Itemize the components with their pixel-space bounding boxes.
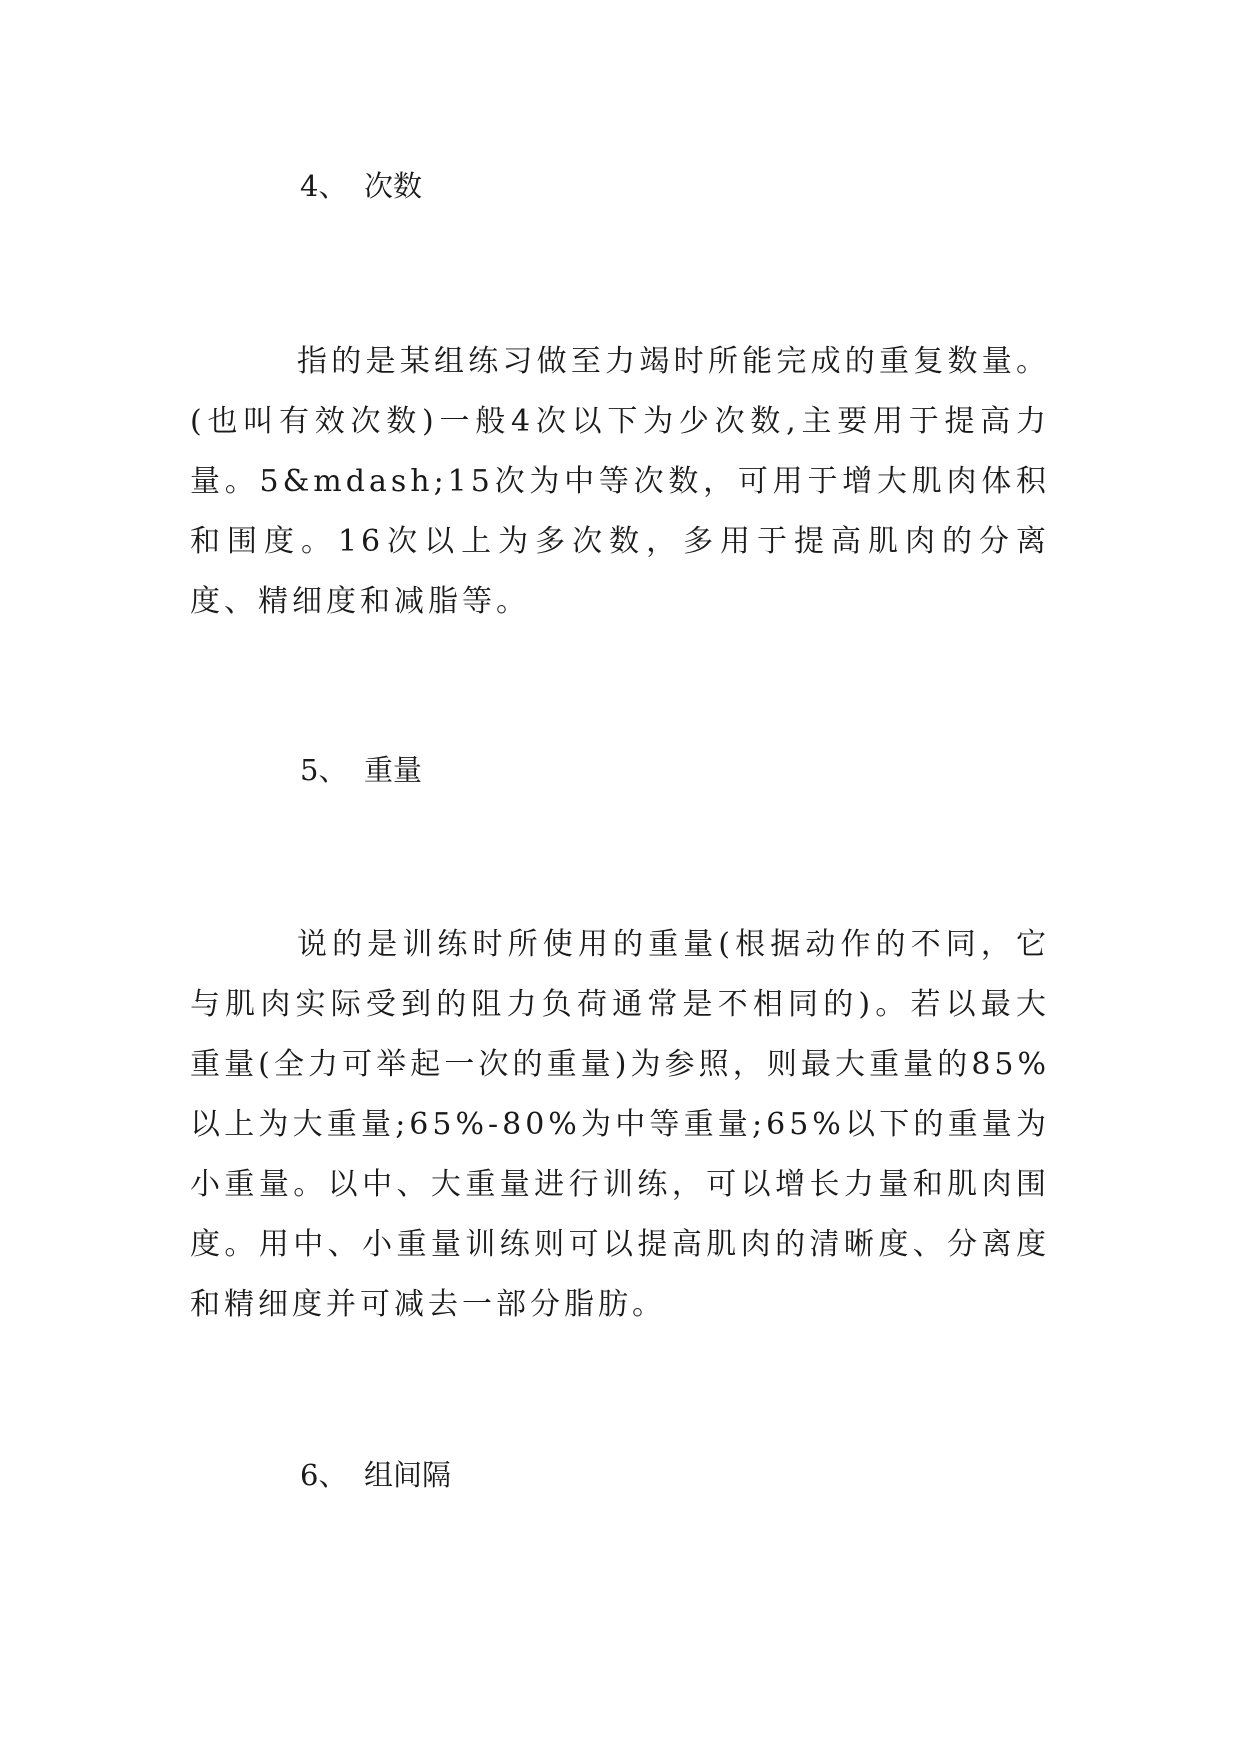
section-number: 6、 (300, 1458, 348, 1492)
section-body-weight: 说的是训练时所使用的重量(根据动作的不同，它与肌肉实际受到的阻力负荷通常是不相同的)。若以最大重量(全力可举起一次的重量)为参照，则最大重量的85%以上为大重量;65%-80%为中等重量;65%以下的重量为小重量。以中、大重量进行训练，可以增长力量和肌肉围度。用中、小重量训练则可以提高肌肉的清晰度、分离度和精细度并可减去一部分脂肪。 (190, 927, 1050, 1322)
section-number: 5、 (300, 753, 348, 787)
section-title: 次数 (364, 169, 423, 203)
section-heading-weight (300, 750, 422, 790)
section-number: 4、 (300, 169, 348, 203)
section-body-repetitions: 指的是某组练习做至力竭时所能完成的重复数量。(也叫有效次数)一般4次以下为少次数,主要用于提高力量。5&mdash;15次为中等次数，可用于增大肌肉体积和围度。16次以上为多次数，多用于提高肌肉的分离度、精细度和减脂等。 (190, 344, 1050, 619)
section-heading-rest-interval (300, 1455, 451, 1495)
section-title: 重量 (364, 753, 423, 787)
section-heading-repetitions (300, 166, 422, 206)
section-title: 组间隔 (364, 1458, 452, 1492)
